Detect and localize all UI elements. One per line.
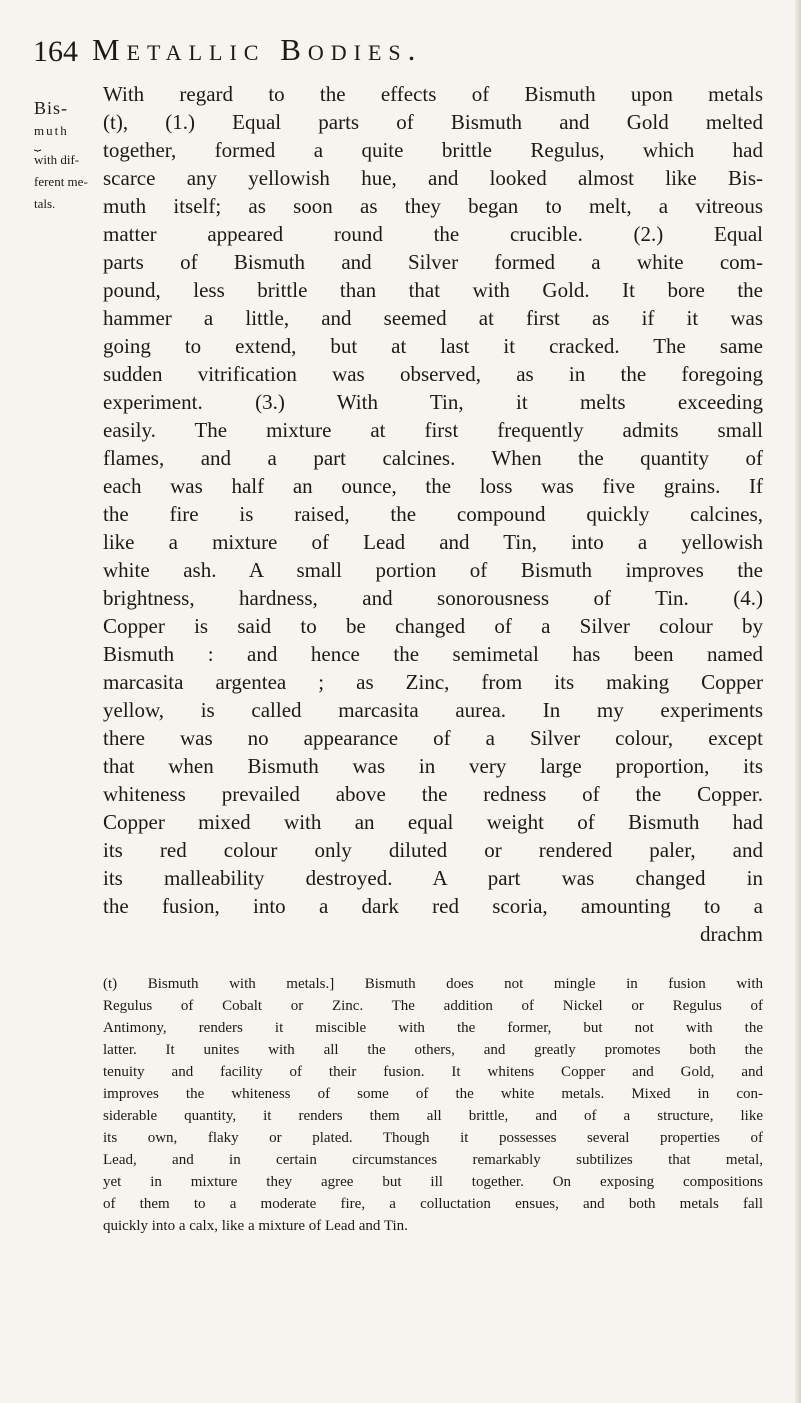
text-line: scarce any yellowish hue, and looked almost like Bis-	[103, 166, 763, 190]
main-text	[103, 80, 763, 948]
footnote-line: Lead, and in certain circumstances remarkably subtilizes that metal,	[103, 1152, 763, 1168]
marginal-line: with dif-	[34, 152, 80, 167]
text-line: Copper mixed with an equal weight of Bismuth had	[103, 810, 763, 834]
text-line: the fire is raised, the compound quickly calcines,	[103, 502, 763, 526]
text-line: matter appeared round the crucible. (2.) Equal	[103, 222, 763, 246]
footnote-line: improves the whiteness of some of the white metals. Mixed in con-	[103, 1086, 763, 1102]
page-number: 164	[33, 35, 78, 68]
text-line: sudden vitrification was observed, as in the foregoing	[103, 362, 763, 386]
footnote-line: of them to a moderate fire, a colluctation ensues, and both metals fall	[103, 1196, 763, 1212]
footnote-line: latter. It unites with all the others, and greatly promotes both the	[103, 1042, 763, 1058]
text-line: whiteness prevailed above the redness of the Copper.	[103, 782, 763, 806]
text-line: there was no appearance of a Silver colour, except	[103, 726, 763, 750]
text-line: easily. The mixture at first frequently admits small	[103, 418, 763, 442]
text-line: pound, less brittle than that with Gold. It bore the	[103, 278, 763, 302]
text-line: flames, and a part calcines. When the quantity of	[103, 446, 763, 470]
text-line: its malleability destroyed. A part was changed in	[103, 866, 763, 890]
text-line: muth itself; as soon as they began to melt, a vitreous	[103, 194, 763, 218]
text-line: going to extend, but at last it cracked. The same	[103, 334, 763, 358]
text-line: white ash. A small portion of Bismuth improves the	[103, 558, 763, 582]
text-line: its red colour only diluted or rendered paler, and	[103, 838, 763, 862]
text-line: yellow, is called marcasita aurea. In my experiments	[103, 698, 763, 722]
text-line: the fusion, into a dark red scoria, amounting to a	[103, 894, 763, 918]
text-line: brightness, hardness, and sonorousness of Tin. (4.)	[103, 586, 763, 610]
footnote-line: its own, flaky or plated. Though it possesses several properties of	[103, 1130, 763, 1146]
footnote-line: yet in mixture they agree but ill together. On exposing compositions	[103, 1174, 763, 1190]
text-line: together, formed a quite brittle Regulus, which had	[103, 138, 763, 162]
footnote-line: (t) Bismuth with metals.] Bismuth does not mingle in fusion with	[103, 976, 763, 992]
text-line: hammer a little, and seemed at first as if it was	[103, 306, 763, 330]
footnote	[103, 973, 763, 1237]
text-line: that when Bismuth was in very large proportion, its	[103, 754, 763, 778]
footnote-line: Antimony, renders it miscible with the former, but not with the	[103, 1020, 763, 1036]
footnote-line: siderable quantity, it renders them all brittle, and of a structure, like	[103, 1108, 763, 1124]
footnote-line: quickly into a calx, like a mixture of Lead and Tin.	[103, 1218, 408, 1234]
footnote-line: tenuity and facility of their fusion. It whitens Copper and Gold, and	[103, 1064, 763, 1080]
running-head: Metallic Bodies.	[92, 32, 423, 67]
marginal-line: Bis-	[34, 98, 69, 118]
page-edge-shadow	[795, 0, 801, 1403]
text-line: marcasita argentea ; as Zinc, from its making Copper	[103, 670, 763, 694]
text-line: Bismuth : and hence the semimetal has been named	[103, 642, 763, 666]
marginal-line: muth	[34, 123, 69, 138]
marginal-note	[34, 94, 104, 215]
text-line: drachm	[700, 922, 763, 946]
text-line: like a mixture of Lead and Tin, into a yellowish	[103, 530, 763, 554]
text-line: parts of Bismuth and Silver formed a white com-	[103, 250, 763, 274]
text-line: experiment. (3.) With Tin, it melts exceeding	[103, 390, 763, 414]
marginal-line: tals.	[34, 196, 56, 211]
text-line: (t), (1.) Equal parts of Bismuth and Gold melted	[103, 110, 763, 134]
marginal-line: ferent me-	[34, 174, 88, 189]
brace-ornament: ⏟	[34, 137, 42, 151]
text-line: Copper is said to be changed of a Silver colour by	[103, 614, 763, 638]
text-line: With regard to the effects of Bismuth upon metals	[103, 82, 763, 106]
text-line: each was half an ounce, the loss was five grains. If	[103, 474, 763, 498]
footnote-line: Regulus of Cobalt or Zinc. The addition of Nickel or Regulus of	[103, 998, 763, 1014]
